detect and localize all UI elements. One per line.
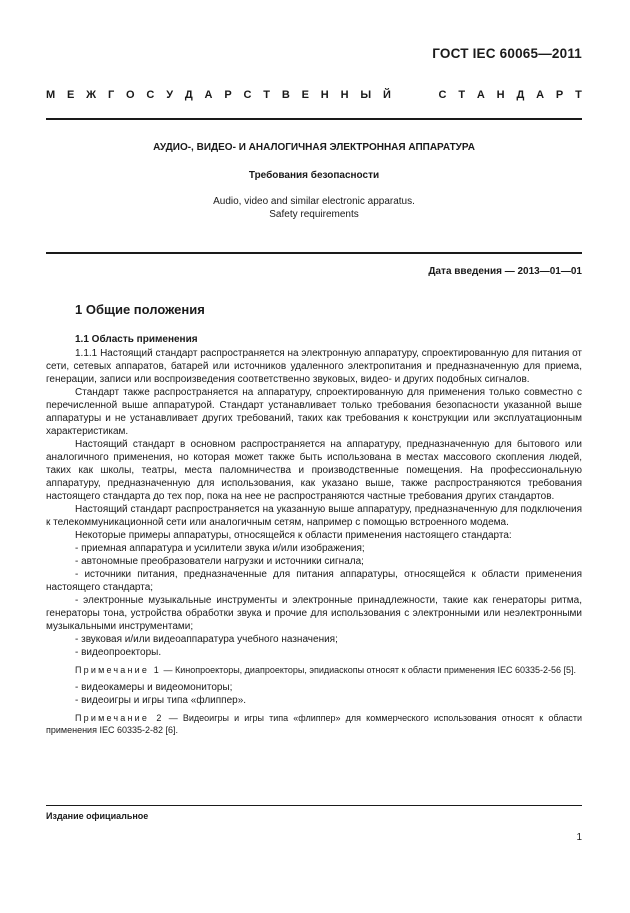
banner-letter: С <box>438 89 447 101</box>
english-title <box>46 195 582 221</box>
document-title: АУДИО-, ВИДЕО- И АНАЛОГИЧНАЯ ЭЛЕКТРОННАЯ АППАРАТУРА <box>153 142 475 153</box>
banner-letter: А <box>476 89 485 101</box>
paragraph: Стандарт также распространяется на аппаратуру, спроектированную для применения только совместно с перечисленной выше аппаратурой. Стандарт устанавливает только требования безопасности указанной выше аппаратуры и не устанавливает других требований, таких как требования к конструкции или эксплуатационным характеристикам. <box>46 387 582 437</box>
document-subtitle: Требования безопасности <box>248 170 380 181</box>
banner-letter: А <box>536 89 545 101</box>
banner-letter: О <box>126 89 135 101</box>
list-item: - видеокамеры и видеомониторы; <box>75 682 233 693</box>
banner-letter: Й <box>382 89 391 101</box>
subsection-heading: 1.1 Область применения <box>75 334 198 345</box>
list-item: - видеопроекторы. <box>75 647 162 658</box>
banner-letter: С <box>243 89 252 101</box>
banner-letter: Д <box>516 89 525 101</box>
document-page <box>46 0 582 913</box>
note-label: Примечание 2 <box>75 713 164 723</box>
paragraph: Настоящий стандарт в основном распространяется на аппаратуру, предназначенную для бытового или аналогичного применения, но которая может также быть использована в местах массового скопления людей, таких как школы, театры, места паломничества и производственные помещения. На профессиональную аппаратуру, предназначенную для использования, как указано выше, также распространяются требования настоящего стандарта до тех пор, пока на нее не распространяются частные требования других стандартов. <box>46 439 582 502</box>
banner-letter: М <box>46 89 56 101</box>
banner-letter: Г <box>107 89 115 101</box>
banner-letter: Н <box>496 89 505 101</box>
note-text: — Кинопроекторы, диапроекторы, эпидиаскопы относят к области применения IEC 60335-2-56 [5]. <box>161 665 577 675</box>
note-text: — Видеоигры и игры типа «флиппер» для коммерческого использования относят к области применения IEC 60335-2-82 [6]. <box>46 713 582 735</box>
banner-letter: Р <box>555 89 564 101</box>
banner-letter: Д <box>184 89 193 101</box>
note-label: Примечание 1 <box>75 665 161 675</box>
banner-letter: Ы <box>360 89 372 101</box>
banner-letter: А <box>204 89 213 101</box>
section-heading: 1 Общие положения <box>75 302 205 317</box>
banner-letter: Т <box>263 89 271 101</box>
banner-letter: Н <box>340 89 349 101</box>
paragraph: Настоящий стандарт распространяется на указанную выше аппаратуру, предназначенную для подключения к телекоммуникационной сети или аналогичным сетям, например с помощью встроенного модема. <box>46 504 582 528</box>
banner-letter: У <box>166 89 174 101</box>
introduction-date: Дата введения — 2013—01—01 <box>428 266 582 277</box>
banner-letter: Ж <box>86 89 97 101</box>
banner-letter: Т <box>575 89 582 101</box>
list-item: - автономные преобразователи нагрузки и источники сигнала; <box>75 556 364 567</box>
footer-divider <box>46 805 582 806</box>
note-2 <box>46 712 582 736</box>
page-number: 1 <box>576 832 582 843</box>
banner-letter: С <box>146 89 155 101</box>
standard-number: ГОСТ IEC 60065—2011 <box>432 46 582 61</box>
list-item: - приемная аппаратура и усилители звука и/или изображения; <box>75 543 365 554</box>
paragraph: Некоторые примеры аппаратуры, относящейся к области применения настоящего стандарта: <box>75 530 512 541</box>
banner-letter: Е <box>67 89 75 101</box>
banner-letter: Т <box>458 89 466 101</box>
banner-letter: В <box>281 89 290 101</box>
body-text <box>46 347 582 741</box>
title-divider <box>46 252 582 254</box>
list-item: - видеоигры и игры типа «флиппер». <box>75 695 247 706</box>
note-1 <box>46 664 582 676</box>
banner-letter: Н <box>320 89 329 101</box>
list-item: - электронные музыкальные инструменты и электронные принадлежности, такие как генераторы ритма, генераторы тона, устройства обработки звука и прочие для использования с электронными или неэлектронными музыкальными инструментами; <box>46 595 582 632</box>
english-title-line: Safety requirements <box>269 209 359 220</box>
standard-type-banner <box>46 89 582 102</box>
header-divider <box>46 118 582 120</box>
list-item: - источники питания, предназначенные для питания аппаратуры, относящейся к области применения настоящего стандарта; <box>46 569 582 593</box>
banner-letter: Р <box>224 89 232 101</box>
paragraph: 1.1.1 Настоящий стандарт распространяется на электронную аппаратуру, спроектированную для питания от сети, сетевых аппаратов, батарей или источников удаленного электропитания и предназначенную для приема, генерации, записи или воспроизведения соответственно звуковых, видео- и других подобных сигналов. <box>46 348 582 385</box>
edition-label: Издание официальное <box>46 811 149 821</box>
english-title-line: Audio, video and similar electronic apparatus. <box>213 196 415 207</box>
banner-letter: Е <box>301 89 309 101</box>
list-item: - звуковая и/или видеоаппаратура учебного назначения; <box>75 634 338 645</box>
